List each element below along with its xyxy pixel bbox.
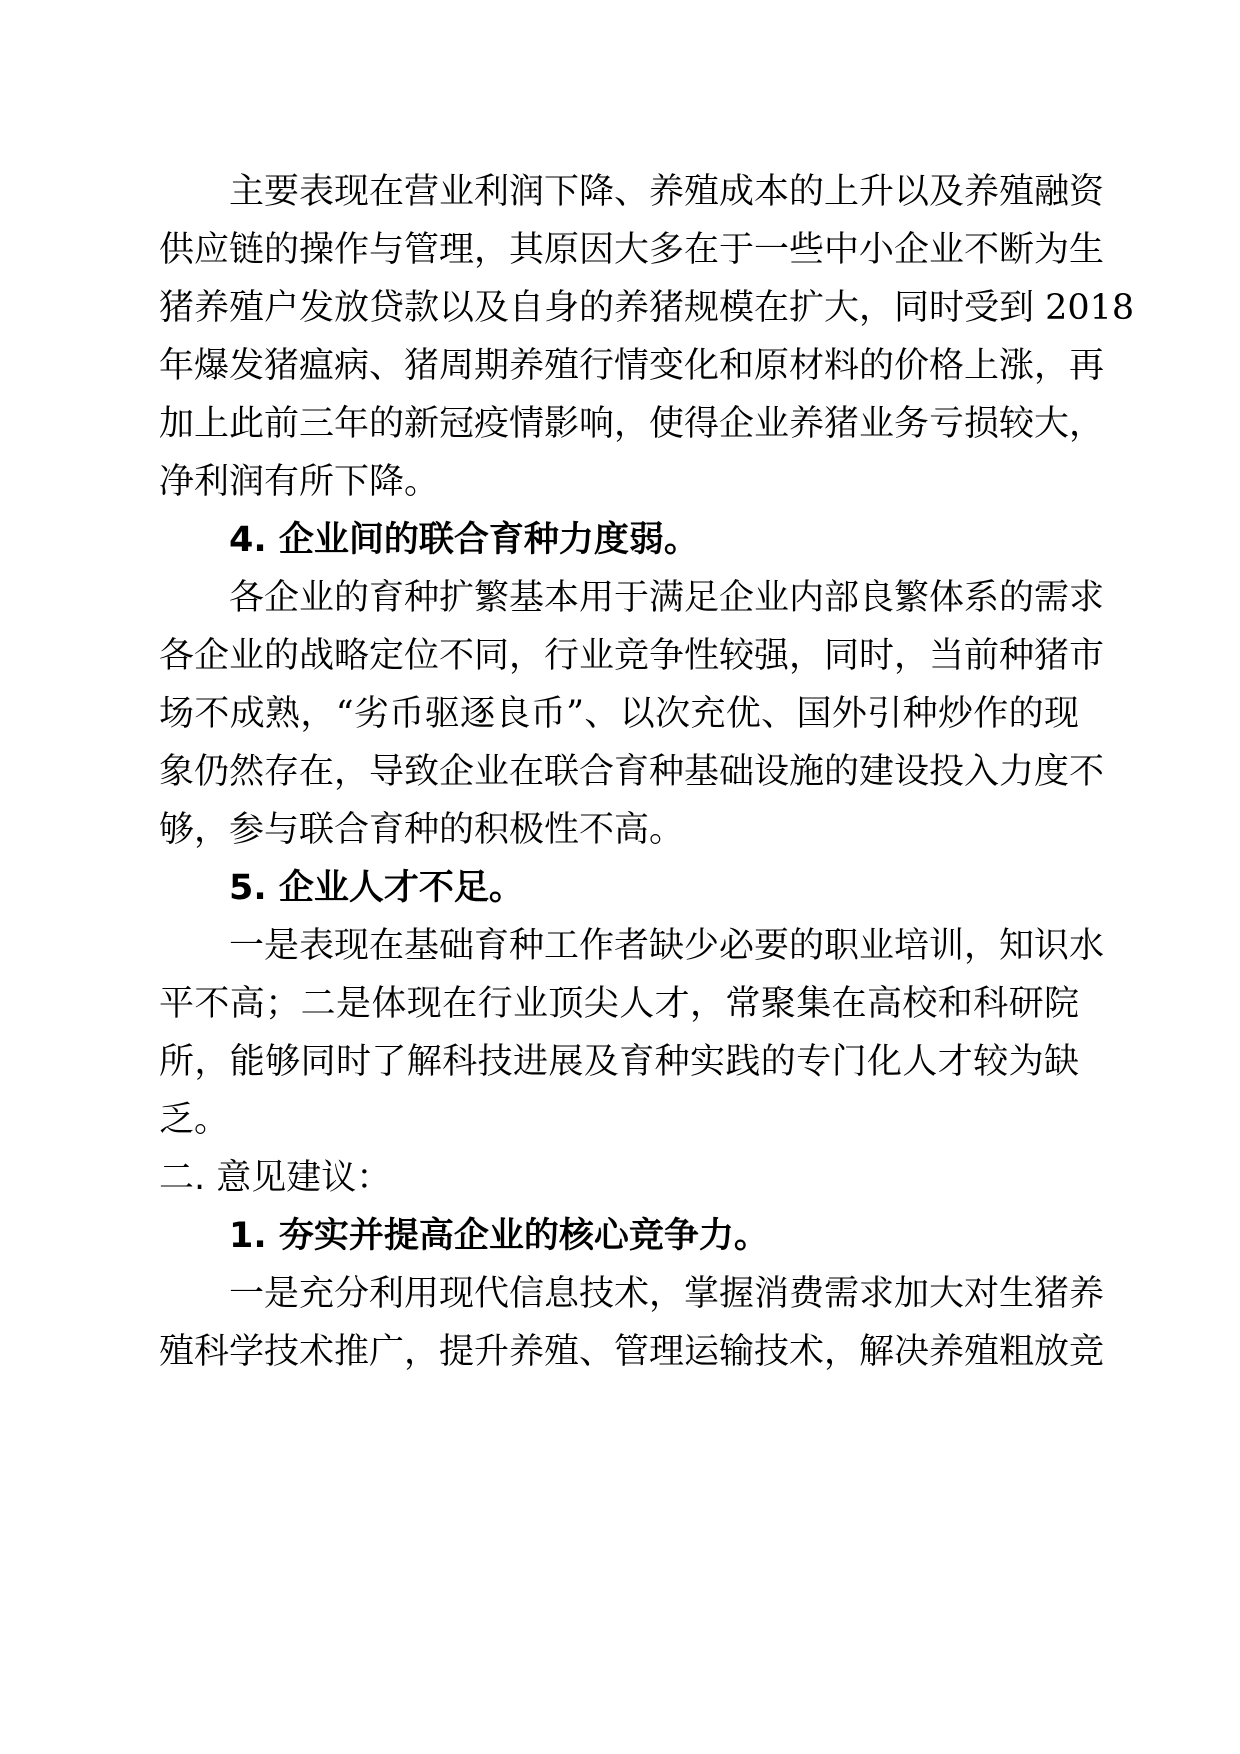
paragraph-line: 各企业的育种扩繁基本用于满足企业内部良繁体系的需求 [229, 578, 1105, 618]
paragraph-line: 场不成熟，“劣币驱逐良币”、以次充优、国外引种炒作的现 [159, 694, 1079, 734]
paragraph-line: 各企业的战略定位不同，行业竞争性较强，同时，当前种猪市 [159, 636, 1105, 676]
paragraph-line: 所，能够同时了解科技进展及育种实践的专门化人才较为缺 [159, 1042, 1079, 1082]
paragraph-line: 年爆发猪瘟病、猪周期养殖行情变化和原材料的价格上涨，再 [159, 346, 1105, 386]
section-title: 二. 意见建议： [159, 1158, 392, 1198]
paragraph-line: 净利润有所下降。 [159, 462, 440, 502]
subheading-4: 4. 企业间的联合育种力度弱。 [229, 520, 699, 560]
paragraph-line: 猪养殖户发放贷款以及自身的养猪规模在扩大，同时受到 2018 [159, 288, 1135, 328]
paragraph-line: 平不高；二是体现在行业顶尖人才，常聚集在高校和科研院 [159, 984, 1079, 1024]
paragraph-line: 乏。 [159, 1100, 230, 1140]
paragraph-line: 一是充分利用现代信息技术，掌握消费需求加大对生猪养 [229, 1274, 1105, 1314]
paragraph-line: 主要表现在营业利润下降、养殖成本的上升以及养殖融资 [229, 172, 1105, 212]
paragraph-line: 供应链的操作与管理，其原因大多在于一些中小企业不断为生 [159, 230, 1105, 270]
paragraph-line: 殖科学技术推广，提升养殖、管理运输技术，解决养殖粗放竞 [159, 1332, 1105, 1372]
paragraph-line: 够，参与联合育种的积极性不高。 [159, 810, 685, 850]
paragraph-line: 加上此前三年的新冠疫情影响，使得企业养猪业务亏损较大， [159, 404, 1105, 444]
subheading-5: 5. 企业人才不足。 [229, 868, 524, 908]
paragraph-line: 一是表现在基础育种工作者缺少必要的职业培训，知识水 [229, 926, 1105, 966]
subheading-1: 1. 夯实并提高企业的核心竞争力。 [229, 1216, 769, 1256]
paragraph-line: 象仍然存在，导致企业在联合育种基础设施的建设投入力度不 [159, 752, 1105, 792]
